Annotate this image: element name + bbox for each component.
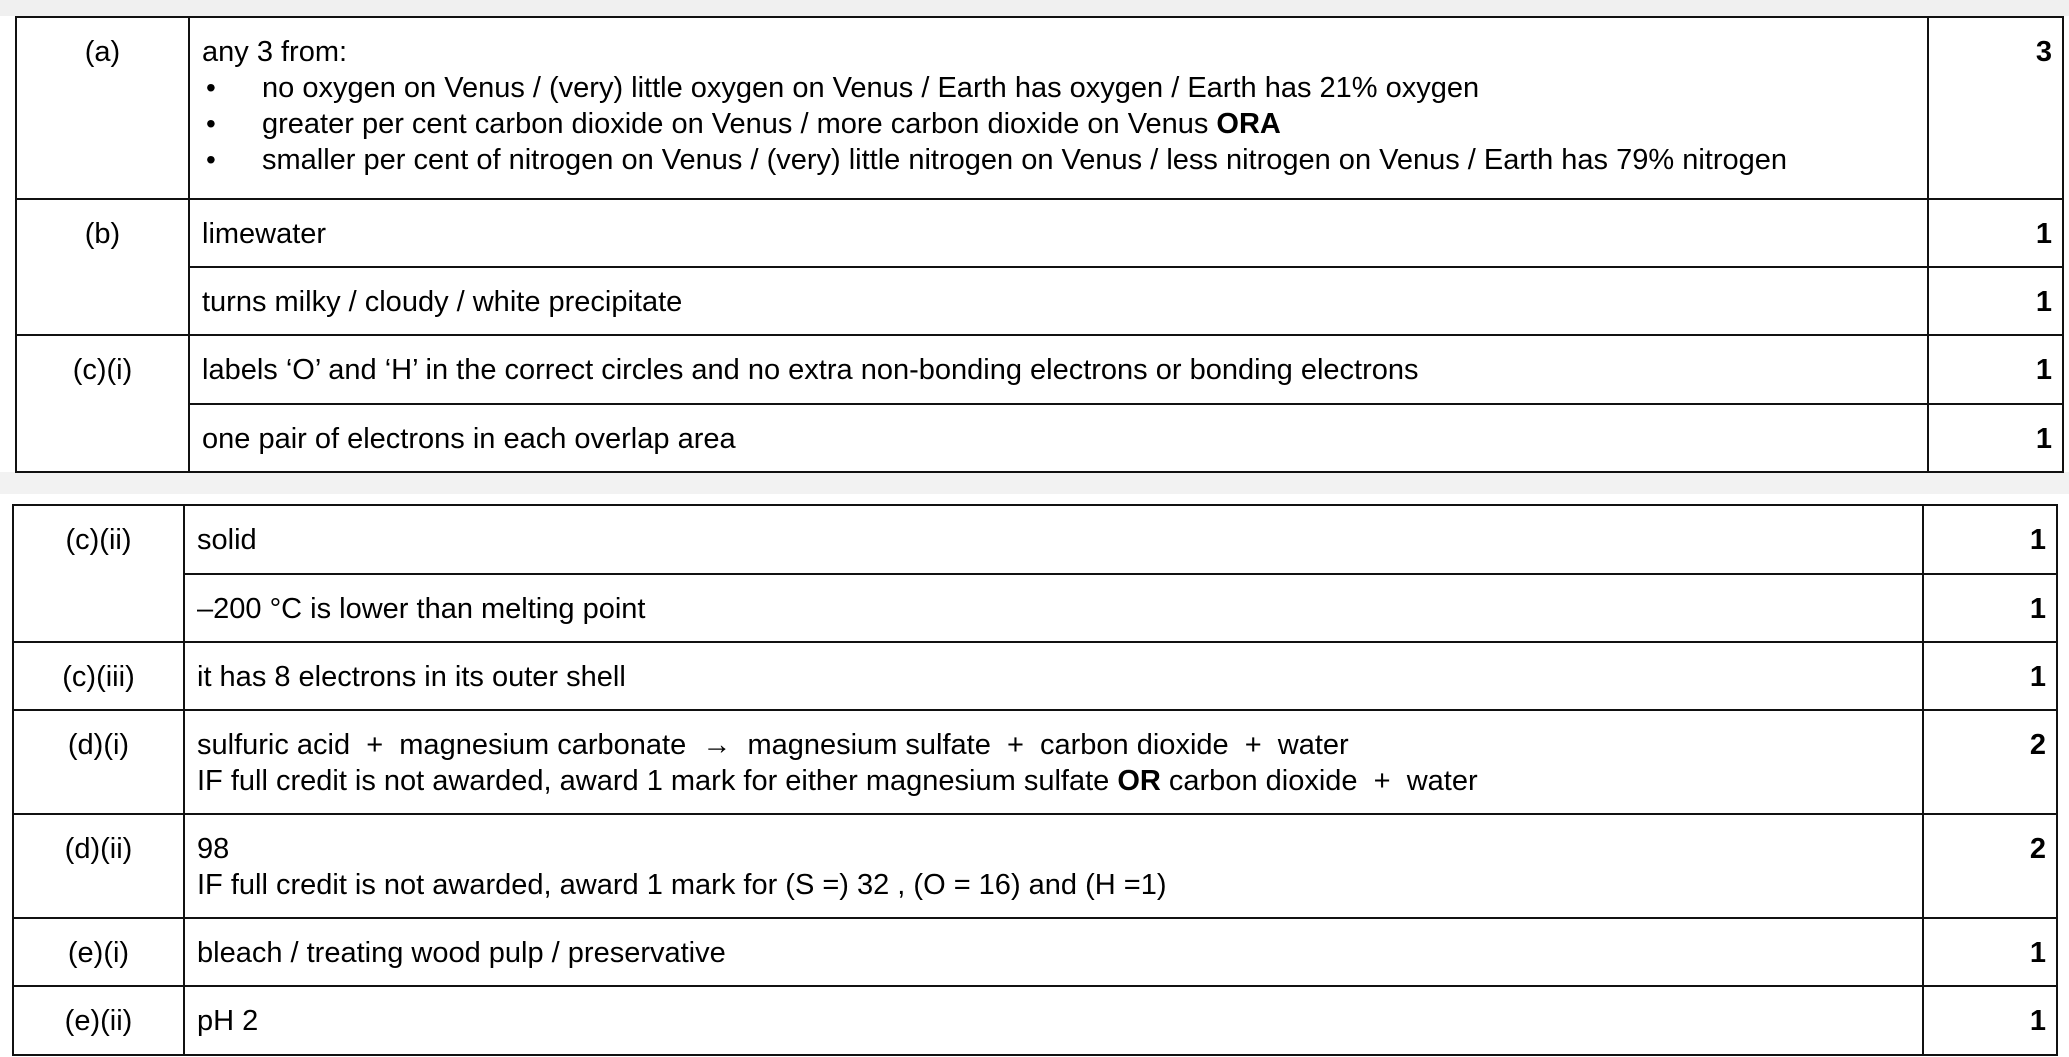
- answer-value: 98: [197, 833, 230, 865]
- answer-cell: turns milky / cloudy / white precipitate: [189, 267, 1928, 335]
- question-ref: (c)(ii): [13, 505, 184, 642]
- bullet-list: [202, 70, 1913, 178]
- table-row: [13, 574, 2057, 642]
- list-item: • no oxygen on Venus / (very) little oxygen on Venus / Earth has oxygen / Earth has 21% oxygen: [202, 70, 1913, 106]
- mark-cell: 3: [1928, 17, 2063, 199]
- list-item: • smaller per cent of nitrogen on Venus / (very) little nitrogen on Venus / less nitrogen on Venus / Earth has 79% nitrogen: [202, 142, 1913, 178]
- mark-cell: 1: [1923, 918, 2057, 986]
- answer-cell: –200 °C is lower than melting point: [184, 574, 1923, 642]
- table-row: [16, 199, 2063, 267]
- mark-cell: 2: [1923, 710, 2057, 814]
- mark-cell: 1: [1928, 335, 2063, 404]
- answer-cell: solid: [184, 505, 1923, 574]
- table-row: [13, 642, 2057, 710]
- question-ref: (e)(ii): [13, 986, 184, 1055]
- table-row: [16, 335, 2063, 404]
- list-item: [202, 106, 1913, 142]
- word-equation: sulfuric acid + magnesium carbonate → magnesium sulfate + carbon dioxide + water: [197, 729, 1349, 761]
- question-ref: (c)(i): [16, 335, 189, 472]
- mark-cell: 1: [1923, 505, 2057, 574]
- scan-top-edge: [0, 0, 2069, 16]
- mark-cell: 2: [1923, 814, 2057, 918]
- table-row: [16, 17, 2063, 199]
- answer-cell: [189, 17, 1928, 199]
- answer-cell: bleach / treating wood pulp / preservative: [184, 918, 1923, 986]
- answer-cell: limewater: [189, 199, 1928, 267]
- table-row: [13, 986, 2057, 1055]
- mark-scheme-table-1: [15, 16, 2064, 473]
- mark-cell: 1: [1928, 199, 2063, 267]
- list-item-text: greater per cent carbon dioxide on Venus / more carbon dioxide on Venus: [262, 108, 1209, 140]
- note-text: carbon dioxide + water: [1160, 765, 1478, 797]
- mark-cell: 1: [1923, 574, 2057, 642]
- mark-cell: 1: [1928, 267, 2063, 335]
- table-row: [13, 505, 2057, 574]
- answer-cell: [184, 814, 1923, 918]
- answer-cell: labels ‘O’ and ‘H’ in the correct circles and no extra non-bonding electrons or bonding electrons: [189, 335, 1928, 404]
- answer-cell: one pair of electrons in each overlap area: [189, 404, 1928, 472]
- or-keyword: OR: [1117, 765, 1161, 797]
- question-ref: (e)(i): [13, 918, 184, 986]
- question-ref: (d)(i): [13, 710, 184, 814]
- table-row: [16, 267, 2063, 335]
- question-ref: (c)(iii): [13, 642, 184, 710]
- question-ref: (a): [16, 17, 189, 199]
- answer-intro: any 3 from:: [202, 36, 348, 68]
- table-row: [16, 404, 2063, 472]
- partial-credit-note: [197, 763, 1908, 799]
- question-ref: (b): [16, 199, 189, 335]
- note-text: IF full credit is not awarded, award 1 mark for either magnesium sulfate: [197, 765, 1118, 797]
- answer-cell: it has 8 electrons in its outer shell: [184, 642, 1923, 710]
- table-row: [13, 710, 2057, 814]
- answer-cell: [184, 710, 1923, 814]
- table-row: [13, 814, 2057, 918]
- mark-cell: 1: [1923, 642, 2057, 710]
- question-ref: (d)(ii): [13, 814, 184, 918]
- partial-credit-note: IF full credit is not awarded, award 1 mark for (S =) 32 , (O = 16) and (H =1): [197, 869, 1167, 901]
- mark-scheme-table-2: [12, 504, 2058, 1056]
- page-break-band: [0, 472, 2069, 494]
- table-row: [13, 918, 2057, 986]
- mark-cell: 1: [1923, 986, 2057, 1055]
- ora-keyword: ORA: [1216, 108, 1281, 140]
- mark-cell: 1: [1928, 404, 2063, 472]
- answer-cell: pH 2: [184, 986, 1923, 1055]
